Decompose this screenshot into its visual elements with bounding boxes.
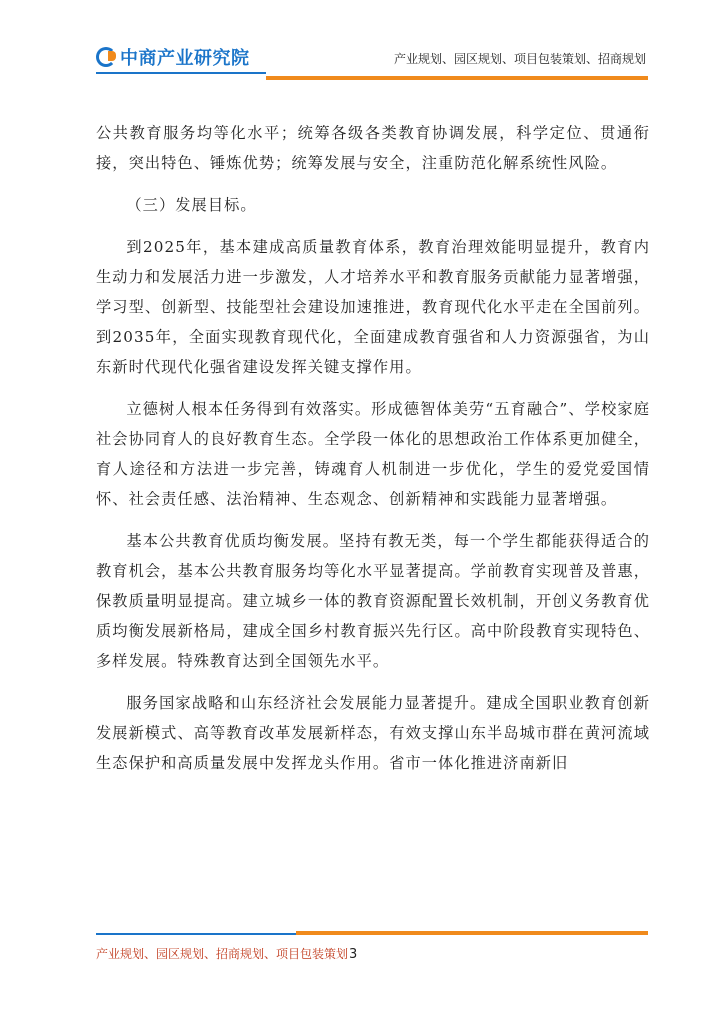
zhongshang-logo-icon (96, 47, 116, 67)
page-header (0, 0, 724, 90)
paragraph: 立德树人根本任务得到有效落实。形成德智体美劳“五育融合”、学校家庭社会协同育人的良好教育生态。全学段一体化的思想政治工作体系更加健全，育人途径和方法进一步完善，铸魂育人机制进一步优化，学生的爱党爱国情怀、社会责任感、法治精神、生态观念、创新精神和实践能力显著增强。 (96, 400, 650, 508)
paragraph-continuation: 公共教育服务均等化水平；统筹各级各类教育协调发展，科学定位、贯通衔接，突出特色、锤炼优势；统筹发展与安全，注重防范化解系统性风险。 (96, 124, 650, 172)
logo-text: 中商产业研究院 (120, 48, 250, 69)
header-rule-orange (266, 76, 648, 80)
paragraph: 基本公共教育优质均衡发展。坚持有教无类，每一个学生都能获得适合的教育机会，基本公共教育服务均等化水平显著提高。学前教育实现普及普惠，保教质量明显提高。建立城乡一体的教育资源配置长效机制，开创义务教育优质均衡发展新格局，建成全国乡村教育振兴先行区。高中阶段教育实现特色、多样发展。特殊教育达到全国领先水平。 (96, 532, 650, 670)
footer-rule-blue (96, 933, 296, 935)
footer-text: 产业规划、园区规划、招商规划、项目包装策划 (96, 947, 349, 961)
header-rule-blue (96, 72, 266, 74)
page-number: 3 (349, 947, 358, 962)
document-body (96, 118, 650, 790)
paragraph: 到2025年，基本建成高质量教育体系，教育治理效能明显提升，教育内生动力和发展活力进一步激发，人才培养水平和教育服务贡献能力显著增强，学习型、创新型、技能型社会建设加速推进，教育现代化水平走在全国前列。到2035年，全面实现教育现代化，全面建成教育强省和人力资源强省，为山东新时代现代化强省建设发挥关键支撑作用。 (96, 238, 650, 376)
footer-rule-orange (296, 931, 648, 935)
section-heading: （三）发展目标。 (126, 196, 257, 214)
paragraph: 服务国家战略和山东经济社会发展能力显著提升。建成全国职业教育创新发展新模式、高等教育改革发展新样态，有效支撑山东半岛城市群在黄河流域生态保护和高质量发展中发挥龙头作用。省市一体化推进济南新旧 (96, 694, 650, 772)
page-footer (96, 945, 357, 962)
brand-logo (96, 44, 250, 70)
header-tagline: 产业规划、园区规划、项目包装策划、招商规划 (393, 52, 646, 66)
